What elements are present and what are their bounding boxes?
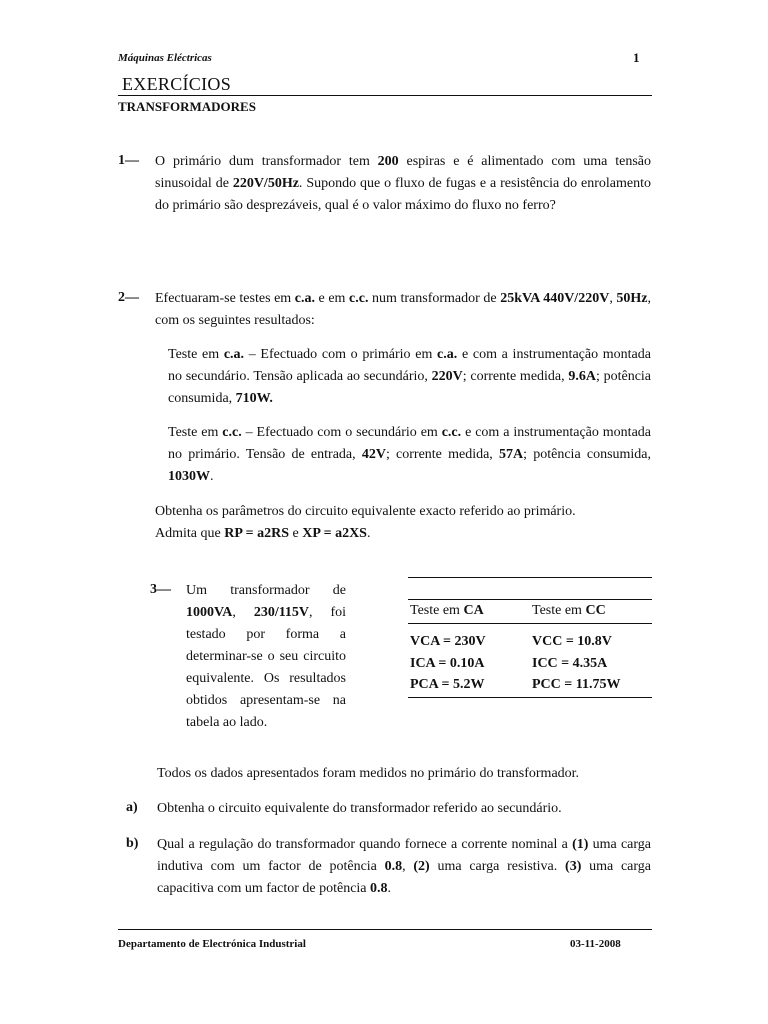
table-cell-vcc: VCC = 10.8V [532, 634, 612, 649]
exercise-3-number: 3— [150, 582, 171, 597]
table-header-top-rule [408, 599, 652, 600]
table-cell-pcc: PCC = 11.75W [532, 677, 621, 692]
table-cell-icc: ICC = 4.35A [532, 656, 608, 671]
page-number: 1 [633, 50, 640, 65]
exercise-3-text: Um transformador de 1000VA, 230/115V, foi testado por forma a determinar-se o seu circuito equivalente. Os resultados obtidos apresentam-se na tabela ao lado. [186, 583, 346, 730]
title-rule [118, 95, 652, 96]
exercise-2-number: 2— [118, 290, 139, 305]
table-cell-ica: ICA = 0.10A [410, 656, 485, 671]
item-a-label: a) [126, 800, 138, 815]
footer-department: Departamento de Electrónica Industrial [118, 938, 306, 950]
page-subtitle: TRANSFORMADORES [118, 99, 256, 114]
table-header-rule [408, 623, 652, 624]
footer-rule [118, 929, 652, 930]
equation-rp: RP = a2RS [224, 526, 289, 541]
equation-xp: XP = a2XS [302, 526, 367, 541]
item-a-text: Obtenha o circuito equivalente do transformador referido ao secundário. [157, 801, 562, 816]
exercise-2-intro: Efectuaram-se testes em c.a. e em c.c. num transformador de 25kVA 440V/220V, 50Hz, com os seguintes resultados: [155, 291, 651, 328]
course-name: Máquinas Eléctricas [118, 52, 212, 64]
exercise-2-ca-test: Teste em c.a. – Efectuado com o primário em c.a. e com a instrumentação montada no secundário. Tensão aplicada ao secundário, 220V; corrente medida, 9.6A; potência consumida, 710W. [168, 347, 652, 406]
exercise-3-note: Todos os dados apresentados foram medidos no primário do transformador. [157, 766, 580, 781]
footer-date: 03-11-2008 [570, 938, 621, 950]
item-b-text: Qual a regulação do transformador quando fornece a corrente nominal a (1) uma carga indutiva com um factor de potência 0.8, (2) uma carga resistiva. (3) uma carga capacitiva com um factor de potência 0.8. [157, 837, 652, 896]
table-cell-vca: VCA = 230V [410, 634, 486, 649]
exercise-1-number: 1— [118, 153, 139, 168]
exercise-1-text: O primário dum transformador tem 200 espiras e é alimentado com uma tensão sinusoidal de 220V/50Hz. Supondo que o fluxo de fugas e a resistência do enrolamento do primário são desprezáveis, qual é o valor máximo do fluxo no ferro? [155, 154, 651, 213]
table-cell-pca: PCA = 5.2W [410, 677, 485, 692]
table-header-ca: Teste em CA [410, 603, 484, 618]
page-title: EXERCÍCIOS [122, 74, 232, 94]
table-header-cc: Teste em CC [532, 603, 606, 618]
table-bottom-rule [408, 697, 652, 698]
exercise-2-cc-test: Teste em c.c. – Efectuado com o secundário em c.c. e com a instrumentação montada no primário. Tensão de entrada, 42V; corrente medida, 57A; potência consumida, 1030W. [168, 425, 652, 484]
table-top-rule [408, 577, 652, 578]
exercise-2-question: Obtenha os parâmetros do circuito equivalente exacto referido ao primário. Admita que RP = a2RS e XP = a2XS. [155, 504, 576, 541]
item-b-label: b) [126, 836, 139, 851]
